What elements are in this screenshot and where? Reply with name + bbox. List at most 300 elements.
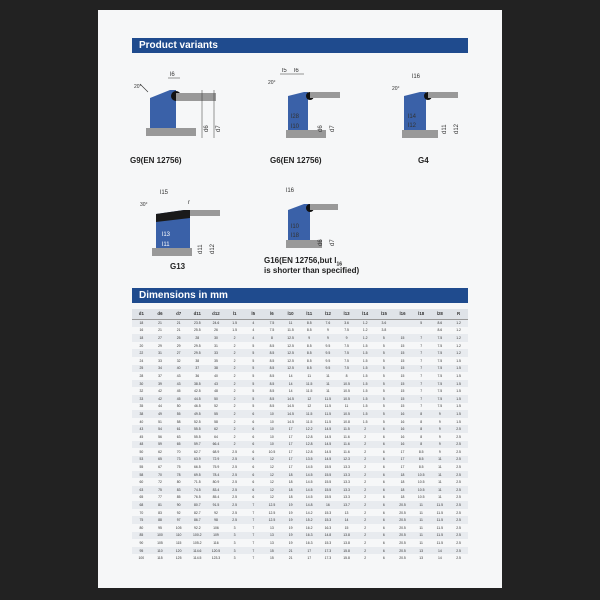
table-cell: 6 [375, 509, 394, 517]
table-cell: 11.5 [319, 410, 338, 418]
table-cell: 2 [356, 471, 375, 479]
table-cell: 7 [412, 365, 431, 373]
table-cell: 7.5 [431, 387, 450, 395]
table-cell: 85 [169, 494, 188, 502]
table-cell: 60 [132, 478, 151, 486]
table-cell: 8.5 [263, 395, 282, 403]
table-cell: 3 [225, 532, 244, 540]
g4-d12-label: d12 [454, 123, 460, 134]
table-body [132, 319, 468, 562]
table-cell: 6 [375, 425, 394, 433]
table-cell: 1.5 [449, 410, 468, 418]
table-cell: 48 [207, 387, 226, 395]
table-row [132, 471, 468, 479]
table-row [132, 319, 468, 327]
table-cell: 39 [151, 380, 170, 388]
table-cell: 110 [151, 547, 170, 555]
table-cell: 2 [356, 554, 375, 562]
g9-l6-label: l6 [170, 72, 175, 78]
table-row [132, 456, 468, 464]
table-cell: 15.5 [319, 471, 338, 479]
table-cell: 40 [207, 372, 226, 380]
table-cell: 6 [375, 501, 394, 509]
table-cell: 30 [132, 380, 151, 388]
table-cell: 2.5 [225, 494, 244, 502]
table-row [132, 395, 468, 403]
table-cell: 20.5 [393, 539, 412, 547]
table-row [132, 532, 468, 540]
table-cell: 7.5 [431, 395, 450, 403]
table-cell: 2.5 [225, 501, 244, 509]
table-cell: 2 [356, 425, 375, 433]
table-cell: 63 [169, 433, 188, 441]
table-cell: 15 [393, 372, 412, 380]
table-cell: 15.3 [319, 539, 338, 547]
table-cell: 12.5 [281, 349, 300, 357]
table-cell: 2 [356, 441, 375, 449]
g16-l10-label: l10 [291, 224, 300, 230]
table-cell: 10 [263, 425, 282, 433]
table-cell: 15.5 [319, 494, 338, 502]
g13-l11-label: l11 [162, 242, 170, 248]
g4-l12-label: l12 [408, 123, 417, 129]
table-cell: 11.5 [300, 387, 319, 395]
table-cell: 25.5 [188, 327, 207, 335]
table-cell: 8.6 [431, 327, 450, 335]
table-cell: 14.5 [300, 494, 319, 502]
table-cell: 2 [225, 403, 244, 411]
table-cell: 8.5 [263, 380, 282, 388]
table-cell: 55 [132, 463, 151, 471]
table-cell: 12.5 [281, 342, 300, 350]
table-cell: 75 [132, 516, 151, 524]
table-cell: 14.5 [319, 448, 338, 456]
table-cell: 92 [207, 509, 226, 517]
table-cell: 4 [244, 334, 263, 342]
table-cell: 18 [281, 471, 300, 479]
table-cell: 1.2 [449, 327, 468, 335]
column-header-l12: l12 [319, 309, 338, 319]
table-cell: 11 [412, 501, 431, 509]
table-cell: 55 [169, 410, 188, 418]
table-cell: 70 [151, 471, 170, 479]
table-cell: 18 [393, 486, 412, 494]
table-cell: 106 [207, 524, 226, 532]
table-cell: 7 [244, 532, 263, 540]
table-cell: 6 [244, 448, 263, 456]
table-cell: 52 [207, 403, 226, 411]
table-cell: 35 [207, 357, 226, 365]
table-cell: 100 [132, 554, 151, 562]
table-cell: 6 [375, 486, 394, 494]
table-cell: 42 [151, 395, 170, 403]
table-row [132, 387, 468, 395]
table-cell: 7 [244, 509, 263, 517]
table-cell: 23.5 [188, 319, 207, 327]
table-cell: 16 [393, 425, 412, 433]
table-cell: 7.5 [337, 342, 356, 350]
table-cell: 2.5 [225, 456, 244, 464]
table-cell: 15 [393, 403, 412, 411]
table-cell: 2 [356, 433, 375, 441]
table-cell: 16.3 [300, 539, 319, 547]
table-cell: 2 [225, 380, 244, 388]
column-header-R: R [449, 309, 468, 319]
table-cell: 3.6 [375, 319, 394, 327]
table-row [132, 478, 468, 486]
table-cell: 10.5 [337, 387, 356, 395]
table-row [132, 441, 468, 449]
table-cell: 55.5 [188, 425, 207, 433]
table-cell: 15 [393, 380, 412, 388]
table-cell: 21 [151, 327, 170, 335]
table-cell: 28 [188, 334, 207, 342]
table-cell: 7 [244, 539, 263, 547]
table-row [132, 380, 468, 388]
table-cell: 115 [151, 554, 170, 562]
table-cell: 7 [244, 554, 263, 562]
table-cell: 17 [281, 463, 300, 471]
product-variants-header: Product variants [132, 38, 468, 53]
table-cell: 7.5 [431, 357, 450, 365]
table-cell: 5 [244, 365, 263, 373]
table-cell: 32 [169, 357, 188, 365]
table-cell: 2.5 [449, 509, 468, 517]
table-cell: 2 [225, 418, 244, 426]
table-cell: 20.5 [393, 501, 412, 509]
table-cell: 2.5 [449, 441, 468, 449]
table-cell: 8.6 [431, 319, 450, 327]
table-row [132, 494, 468, 502]
table-cell: 6 [244, 494, 263, 502]
table-row [132, 554, 468, 562]
table-cell: 75 [169, 463, 188, 471]
table-cell: 5 [412, 319, 431, 327]
table-cell: 21 [169, 319, 188, 327]
g4-d11-label: d11 [442, 124, 448, 134]
column-header-l14: l14 [356, 309, 375, 319]
table-cell: 95 [132, 547, 151, 555]
table-cell: 63.9 [188, 456, 207, 464]
table-cell: 120.5 [207, 547, 226, 555]
table-cell: 43 [169, 372, 188, 380]
table-cell: 20 [132, 342, 151, 350]
table-cell: 19 [281, 516, 300, 524]
table-cell: 12.5 [263, 501, 282, 509]
table-cell: 1.5 [225, 327, 244, 335]
column-header-l15: l15 [375, 309, 394, 319]
table-cell: 6 [244, 463, 263, 471]
table-cell: 18 [132, 334, 151, 342]
table-cell: 52.5 [188, 418, 207, 426]
table-cell: 12.2 [300, 425, 319, 433]
table-cell: 6 [375, 524, 394, 532]
table-cell: 10 [263, 433, 282, 441]
table-cell: 7 [244, 547, 263, 555]
table-cell: 45 [169, 387, 188, 395]
table-cell: 9 [431, 425, 450, 433]
table-cell: 11 [281, 319, 300, 327]
table-cell: 1.5 [356, 342, 375, 350]
table-cell: 6 [244, 471, 263, 479]
g9-d6-label: d6 [204, 125, 210, 132]
table-cell: 83 [151, 509, 170, 517]
table-cell: 12 [263, 471, 282, 479]
table-cell: 8.5 [263, 387, 282, 395]
table-cell: 10.8 [337, 418, 356, 426]
table-cell: 6 [244, 478, 263, 486]
table-cell: 14.2 [300, 509, 319, 517]
table-cell: 8.5 [300, 327, 319, 335]
table-cell: 10 [263, 410, 282, 418]
table-cell: 18 [281, 486, 300, 494]
table-row [132, 463, 468, 471]
table-cell: 17 [300, 554, 319, 562]
table-cell: 65 [151, 456, 170, 464]
table-row [132, 433, 468, 441]
g6-l28-label: l28 [291, 114, 300, 120]
table-cell: 3.6 [337, 319, 356, 327]
table-row [132, 372, 468, 380]
table-cell: 9 [431, 410, 450, 418]
table-cell: 49 [151, 410, 170, 418]
table-cell: 15 [393, 342, 412, 350]
table-cell: 37 [151, 372, 170, 380]
table-cell: 8.5 [263, 342, 282, 350]
table-cell: 8.5 [263, 357, 282, 365]
g13-d12-label: d12 [210, 243, 216, 254]
table-cell: 8.5 [300, 349, 319, 357]
table-cell: 14 [431, 547, 450, 555]
table-cell: 2.5 [449, 539, 468, 547]
table-cell: 11.6 [337, 448, 356, 456]
table-cell: 11.5 [431, 501, 450, 509]
table-cell: 14.5 [281, 410, 300, 418]
table-cell: 2 [356, 448, 375, 456]
table-cell: 12 [263, 478, 282, 486]
table-cell: 2 [356, 478, 375, 486]
table-cell: 2.5 [449, 478, 468, 486]
table-cell: 7.5 [337, 327, 356, 335]
table-cell: 12.5 [281, 334, 300, 342]
table-cell: 38 [188, 357, 207, 365]
g6-cross-section-icon [264, 68, 374, 148]
column-header-d12: d12 [207, 309, 226, 319]
table-cell: 2 [356, 532, 375, 540]
table-cell: 20.5 [393, 509, 412, 517]
table-cell: 16 [132, 327, 151, 335]
table-cell: 18 [132, 319, 151, 327]
table-cell [412, 327, 431, 335]
table-cell: 5 [375, 410, 394, 418]
table-cell: 50 [207, 395, 226, 403]
table-cell: 21 [281, 547, 300, 555]
table-row [132, 349, 468, 357]
table-cell: 9.5 [319, 365, 338, 373]
table-cell: 3 [225, 524, 244, 532]
table-cell: 7 [412, 395, 431, 403]
table-cell: 6 [375, 463, 394, 471]
table-cell: 44.5 [188, 395, 207, 403]
table-cell: 15 [393, 349, 412, 357]
table-cell: 51 [151, 418, 170, 426]
table-cell: 3 [225, 554, 244, 562]
table-cell: 8.5 [412, 448, 431, 456]
table-cell: 12.8 [300, 441, 319, 449]
table-cell: 19 [281, 501, 300, 509]
table-cell: 72.9 [207, 456, 226, 464]
table-cell: 6 [375, 516, 394, 524]
table-cell: 6 [375, 494, 394, 502]
table-cell: 13 [337, 509, 356, 517]
table-cell: 1.5 [356, 387, 375, 395]
table-cell: 16 [319, 501, 338, 509]
table-cell: 88 [151, 516, 170, 524]
table-cell: 95 [151, 524, 170, 532]
column-header-l5: l5 [244, 309, 263, 319]
table-cell: 9 [300, 334, 319, 342]
table-cell: 9 [431, 418, 450, 426]
table-cell: 5 [375, 372, 394, 380]
column-header-l18: l18 [412, 309, 431, 319]
variant-g13-drawing [138, 184, 248, 284]
table-cell: 5 [375, 357, 394, 365]
variant-g4-drawing [390, 70, 480, 180]
table-cell: 74.5 [188, 486, 207, 494]
table-cell: 8.5 [263, 403, 282, 411]
table-cell: 11 [319, 387, 338, 395]
table-cell: 1.5 [356, 418, 375, 426]
table-cell: 63 [132, 486, 151, 494]
table-cell: 12 [263, 494, 282, 502]
table-cell: 92.2 [188, 524, 207, 532]
table-cell: 2.5 [449, 425, 468, 433]
table-cell: 78 [169, 471, 188, 479]
table-cell: 18 [281, 478, 300, 486]
table-cell: 2 [356, 516, 375, 524]
table-cell: 13 [412, 547, 431, 555]
table-cell: 36 [188, 372, 207, 380]
table-cell: 53 [132, 456, 151, 464]
g6-l10-label: l10 [291, 124, 300, 130]
table-cell: 43 [132, 425, 151, 433]
g16-caption-line2: is shorter than specified) [264, 266, 360, 275]
table-cell: 90 [132, 539, 151, 547]
table-cell: 9 [337, 334, 356, 342]
table-cell: 2 [356, 524, 375, 532]
table-cell: 14.5 [281, 418, 300, 426]
table-cell: 7.5 [431, 372, 450, 380]
table-cell: 11 [319, 380, 338, 388]
table-cell: 6 [244, 418, 263, 426]
table-cell: 11.5 [300, 410, 319, 418]
table-cell: 6 [244, 433, 263, 441]
variant-g16-drawing [264, 184, 394, 284]
table-cell: 2 [225, 387, 244, 395]
table-cell: 9 [431, 448, 450, 456]
table-cell: 11.5 [431, 516, 450, 524]
table-cell: 38 [207, 365, 226, 373]
table-cell: 29.5 [188, 349, 207, 357]
table-cell: 2 [225, 349, 244, 357]
table-cell: 14.5 [319, 441, 338, 449]
table-cell: 7.5 [337, 365, 356, 373]
column-header-l13: l13 [337, 309, 356, 319]
table-cell: 9.5 [319, 349, 338, 357]
table-cell: 5 [375, 365, 394, 373]
table-cell: 110 [169, 532, 188, 540]
table-cell: 100 [151, 532, 170, 540]
table-cell: 2 [225, 441, 244, 449]
table-cell: 10.5 [337, 410, 356, 418]
g4-angle-label: 20° [392, 86, 400, 92]
table-cell: 17 [393, 448, 412, 456]
g4-caption: G4 [418, 156, 429, 165]
table-cell: 2.5 [449, 456, 468, 464]
table-cell: 6 [375, 539, 394, 547]
table-cell: 105 [169, 524, 188, 532]
table-cell: 1.5 [356, 380, 375, 388]
table-cell: 11 [300, 372, 319, 380]
table-cell: 17.3 [319, 547, 338, 555]
table-row [132, 425, 468, 433]
table-cell: 2.5 [225, 448, 244, 456]
table-row [132, 516, 468, 524]
table-cell: 1.5 [225, 319, 244, 327]
g16-cross-section-icon [264, 184, 374, 254]
table-cell: 8.5 [300, 319, 319, 327]
table-cell: 7.5 [431, 380, 450, 388]
table-cell: 76.5 [188, 494, 207, 502]
table-cell: 12.5 [281, 365, 300, 373]
table-cell: 11.5 [431, 532, 450, 540]
table-cell: 59.7 [188, 441, 207, 449]
table-cell: 64 [207, 433, 226, 441]
table-cell: 7 [412, 357, 431, 365]
table-row [132, 410, 468, 418]
table-cell: 14 [337, 516, 356, 524]
table-cell: 6 [375, 532, 394, 540]
table-cell: 8 [412, 433, 431, 441]
table-cell: 12 [300, 403, 319, 411]
table-cell: 2.5 [225, 471, 244, 479]
table-cell: 75 [151, 486, 170, 494]
table-cell: 27 [169, 349, 188, 357]
table-cell: 33 [207, 349, 226, 357]
table-cell: 100.2 [188, 532, 207, 540]
table-row [132, 334, 468, 342]
table-cell: 1.5 [449, 372, 468, 380]
table-cell: 38 [132, 410, 151, 418]
table-cell: 2.5 [449, 501, 468, 509]
g16-caption-line1: G16(EN 12756,but $l_{16}$ [264, 256, 343, 268]
table-cell: 2 [225, 410, 244, 418]
table-cell: 2 [356, 509, 375, 517]
column-header-l1: l1 [225, 309, 244, 319]
table-cell: 6 [244, 410, 263, 418]
table-cell: 4 [244, 319, 263, 327]
table-cell: 13.8 [337, 539, 356, 547]
table-cell: 16 [393, 410, 412, 418]
table-cell: 7.5 [337, 357, 356, 365]
table-cell [393, 327, 412, 335]
table-cell: 6 [244, 425, 263, 433]
column-header-d7: d7 [169, 309, 188, 319]
table-cell: 62 [207, 425, 226, 433]
g6-l6-label: l6 [294, 68, 299, 74]
table-cell: 5 [244, 380, 263, 388]
table-cell: 125 [169, 554, 188, 562]
